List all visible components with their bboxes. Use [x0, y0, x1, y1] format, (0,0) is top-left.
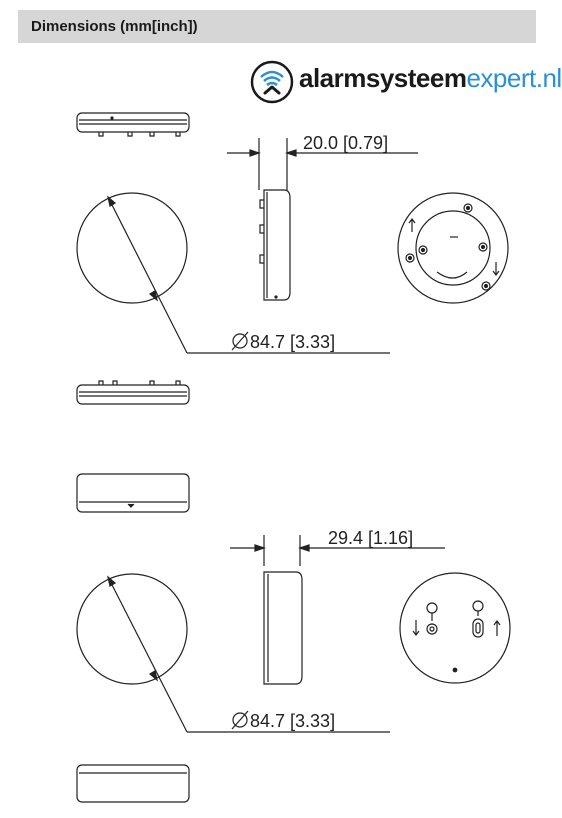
device1-front-circle	[77, 193, 390, 353]
device2-depth-label: 29.4 [1.16]	[328, 528, 414, 548]
section-title: Dimensions (mm[inch])	[31, 18, 198, 35]
device1-side-profile	[260, 190, 290, 300]
device1-bottom-view	[77, 381, 189, 404]
device1-depth-label: 20.0 [0.79]	[303, 133, 389, 153]
device1-top-view	[77, 113, 189, 136]
device2-back-view	[400, 573, 510, 683]
device1-diameter-label: 84.7 [3.33]	[250, 332, 336, 352]
device2-top-view	[77, 474, 189, 512]
device2-front-circle	[77, 574, 390, 732]
device1-back-view	[398, 193, 508, 303]
brand-name-bold: alarmsysteem	[299, 63, 467, 93]
device2-diameter-label: 84.7 [3.33]	[250, 711, 336, 731]
device2-bottom-view	[77, 765, 189, 802]
device2-side-profile	[264, 572, 302, 684]
brand-name-light: expert.nl	[466, 63, 562, 93]
